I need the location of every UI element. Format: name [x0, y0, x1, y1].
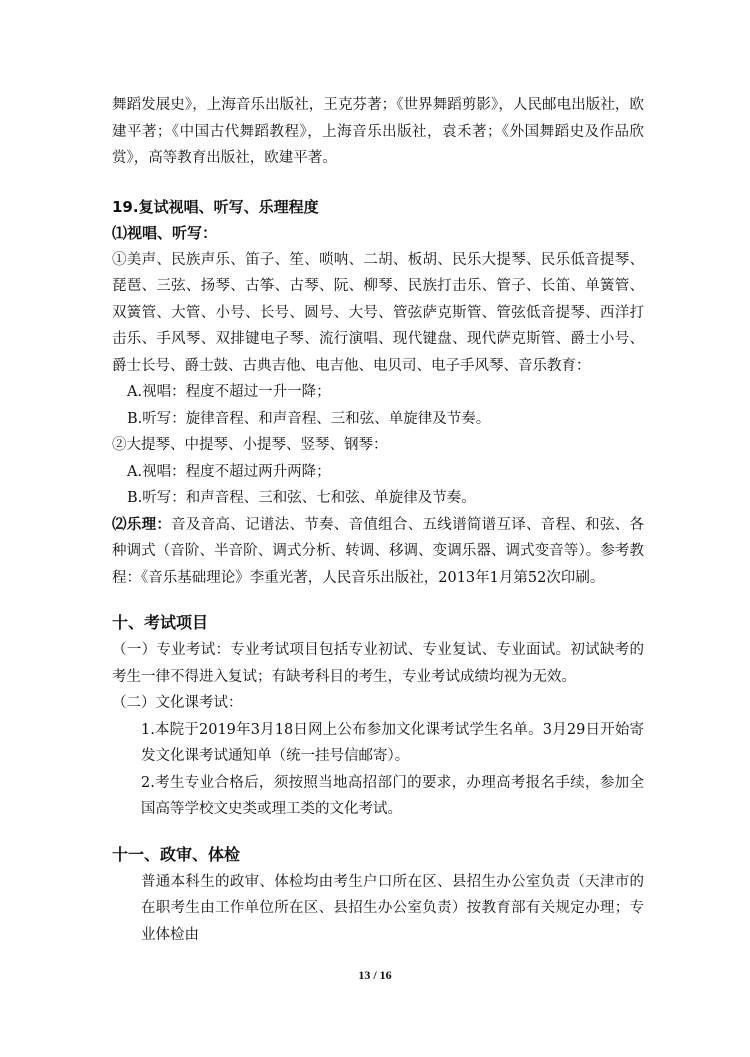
paragraph-culture-exam: （二）文化课考试：	[112, 695, 243, 711]
item-sight-singing-a1: A.视唱：程度不超过一升一降；	[127, 384, 331, 400]
page-number: 13 / 16	[358, 968, 392, 982]
item-sight-singing-a2: A.视唱：程度不超过两升两降；	[127, 463, 331, 480]
paragraph-culture-exam-2: 2.考生专业合格后，须按照当地高招部门的要求，办理高考报名手续，参加全国高等学校文史类或理工类的文化考试。	[141, 774, 644, 817]
paragraph-professional-exam: （一）专业考试：专业考试项目包括专业初试、专业复试、专业面试。初试缺考的考生一律不得进入复试；有缺考科目的考生，专业考试成绩均视为无效。	[112, 642, 644, 685]
page-content	[112, 92, 644, 948]
item-dictation-b2: B.听写：和声音程、三和弦、七和弦、单旋律及节奏。	[127, 490, 476, 506]
paragraph-instrument-group-2: ②大提琴、中提琴、小提琴、竖琴、钢琴：	[112, 437, 388, 453]
music-theory-label: ⑵乐理：	[112, 516, 172, 533]
paragraph-reference-books: 舞蹈发展史》，上海音乐出版社，王克芬著；《世界舞蹈剪影》，人民邮电出版社，欧建平著；《中国古代舞蹈教程》，上海音乐出版社，袁禾著；《外国舞蹈史及作品欣赏》，高等教育出版社，欧建平著。	[112, 97, 644, 166]
paragraph-culture-exam-1: 1.本院于2019年3月18日网上公布参加文化课考试学生名单。3月29日开始寄发文化课考试通知单（统一挂号信邮寄）。	[141, 721, 644, 764]
section-heading-political-health: 十一、政审、体检	[112, 844, 241, 864]
paragraph-music-theory	[112, 512, 644, 592]
item-dictation-b1: B.听写：旋律音程、和声音程、三和弦、单旋律及节奏。	[127, 410, 491, 427]
subheading-sight-singing: ⑴视唱、听写：	[112, 224, 218, 242]
paragraph-political-health: 普通本科生的政审、体检均由考生户口所在区、县招生办公室负责（天津市的在职考生由工作单位所在区、县招生办公室负责）按教育部有关规定办理；专业体检由	[141, 873, 644, 943]
paragraph-instrument-group-1: ①美声、民族声乐、笛子、笙、唢呐、二胡、板胡、民乐大提琴、民乐低音提琴、琵琶、三弦、扬琴、古筝、古琴、阮、柳琴、民族打击乐、管子、长笛、单簧管、双簧管、大管、小号、长号、圆号、大号、管弦萨克斯管、管弦低音提琴、西洋打击乐、手风琴、双排键电子琴、流行演唱、现代键盘、现代萨克斯管、爵士小号、爵士长号、爵士鼓、古典吉他、电吉他、电贝司、电子手风琴、音乐教育：	[112, 251, 644, 374]
section-heading-exam-items: 十、考试项目	[112, 613, 209, 632]
music-theory-text: 音及音高、记谱法、节奏、音值组合、五线谱简谱互译、音程、和弦、各种调式（音阶、半音阶、调式分析、转调、移调、变调乐器、调式变音等）。参考教程：《音乐基础理论》李重光著，人民音乐出版社，2013年1月第52次印刷。	[112, 516, 645, 586]
section-heading-19: 19.复试视唱、听写、乐理程度	[112, 197, 319, 216]
